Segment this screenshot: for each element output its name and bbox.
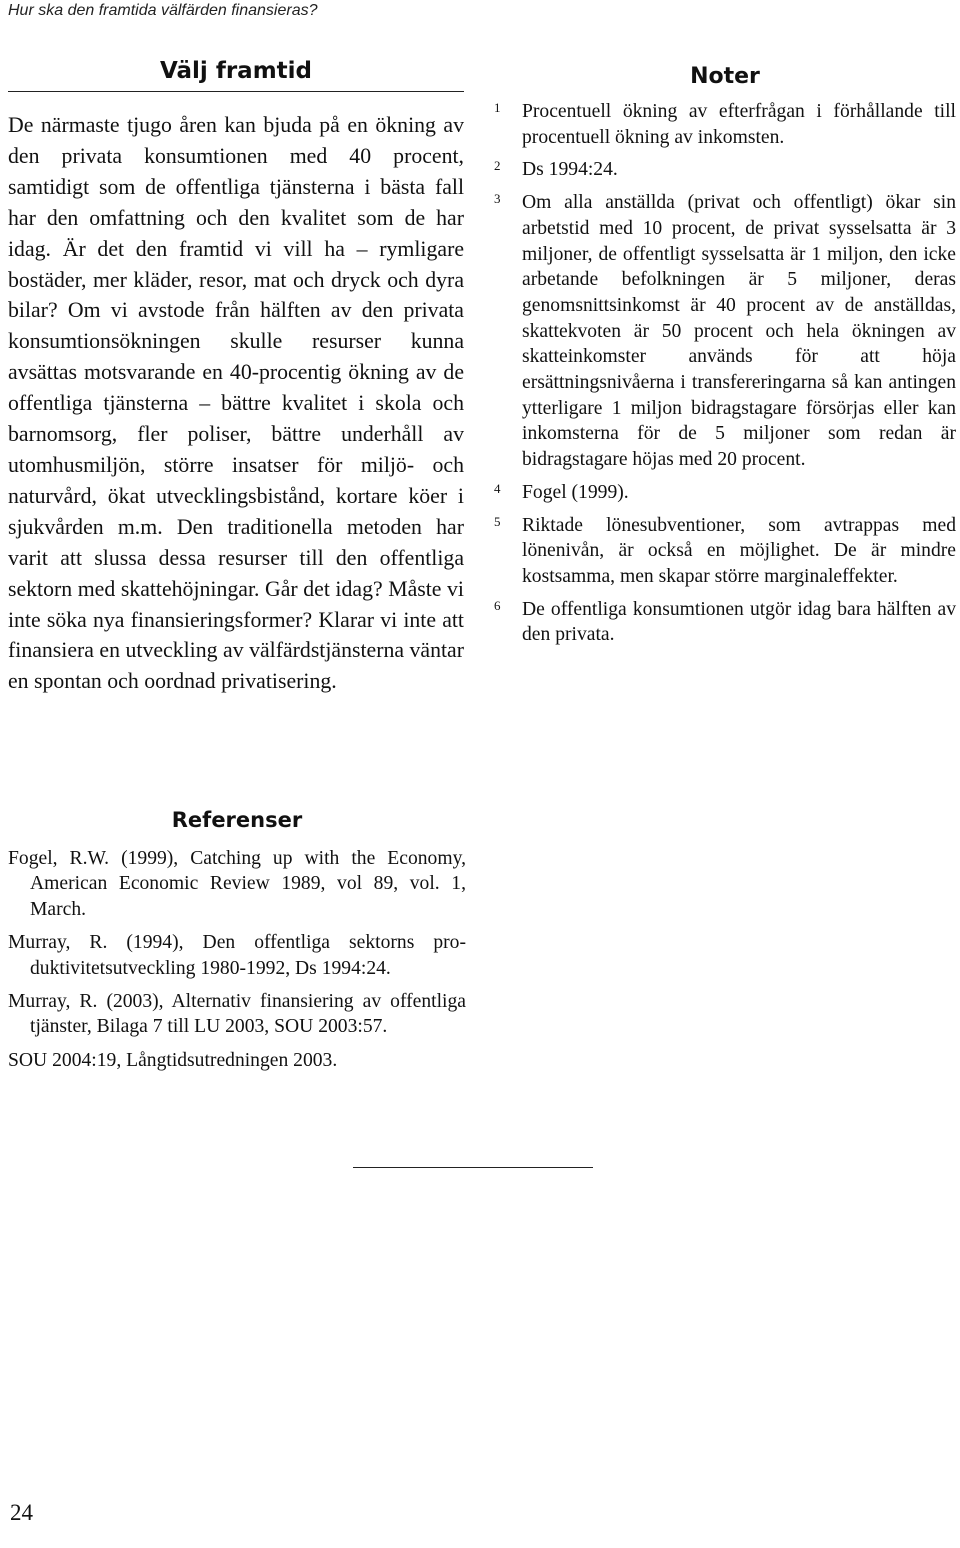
references-title: Referenser xyxy=(171,808,303,832)
note-text: Ds 1994:24. xyxy=(522,159,618,181)
notes-section xyxy=(494,64,956,655)
note-item xyxy=(494,480,956,506)
references-section xyxy=(8,808,466,1081)
note-item xyxy=(494,513,956,590)
section-body: De närmaste tjugo åren kan bjuda på en ökning av den privata konsumtionen med 40 procent, samtidigt som de offentliga tjänsterna i bästa fall har den omfattning och den kvalitet som de har idag. Är det den framtid vi vill ha – rymligare bostäder, mer kläder, resor, mat och dryck och dyra bilar? Om vi avstode från hälften av den privata konsumtionsökningen skulle resurser kunna avsättas motsvarande en 40-procentig ökning av de offentliga tjänsterna – bättre kvalitet i skola och barnomsorg, fler poliser, bättre underhåll av utomhusmiljön, större insatser för miljö- och naturvård, ökat utvecklingsbistånd, kortare köer i sjukvården m.m. Den traditionella metoden har varit att slussa dessa resurser till den offentliga sektorn med skattehöjningar. Går det idag? Måste vi inte söka nya finansieringsformer? Klarar vi inte att finansiera en utveckling av välfärdstjänsterna väntar en spontan och oordnad privatisering. xyxy=(8,113,464,694)
note-text: Riktade lönesubventioner, som avtrappas med lönenivån, är också en möjlighet. De är mindre kostsamma, men skapar större marginaleffekter. xyxy=(522,514,956,587)
note-number: 1 xyxy=(494,100,501,115)
note-text: Procentuell ökning av efterfrågan i förhållande till procentuell ökning av inkomsten. xyxy=(522,101,956,148)
reference-item: Murray, R. (2003), Alternativ finansiering av offentliga tjänster, Bilaga 7 till LU 2003, SOU 2003:57. xyxy=(8,991,466,1038)
reference-item: Fogel, R.W. (1999), Catching up with the Economy, American Economic Review 1989, vol 89, vol. 1, March. xyxy=(8,848,466,920)
divider xyxy=(353,1167,593,1168)
note-item xyxy=(494,99,956,150)
section-title: Välj framtid xyxy=(8,58,464,92)
main-section xyxy=(8,58,464,697)
page-number: 24 xyxy=(10,1500,33,1525)
note-text: Fogel (1999). xyxy=(522,481,629,503)
note-number: 2 xyxy=(494,158,501,174)
note-item xyxy=(494,190,956,473)
note-number: 5 xyxy=(494,513,501,529)
note-text: De offentliga konsumtionen utgör idag bara hälften av den privata. xyxy=(522,598,956,646)
note-number: 3 xyxy=(494,191,501,207)
running-head: Hur ska den framtida välfärden finansieras? xyxy=(8,2,318,19)
note-number: 6 xyxy=(494,597,501,613)
note-item xyxy=(494,157,956,183)
notes-title: Noter xyxy=(690,64,760,89)
reference-item: SOU 2004:19, Långtidsutredningen 2003. xyxy=(8,1049,338,1071)
note-number: 4 xyxy=(494,480,501,496)
note-item xyxy=(494,597,956,648)
reference-item: Murray, R. (1994), Den offentliga sektorns produktivitetsutveckling 1980-1992, Ds 1994:24. xyxy=(8,932,466,979)
note-text: Om alla anställda (privat och offentligt) ökar sin arbetstid med 10 procent, de privat sysselsatta är 3 miljoner, de offentligt sysselsatta är 1 miljon, den icke arbetande befolkningen är 5 miljoner, deras genomsnittsinkomst är 40 procent av de anställdas, skattekvoten är 50 procent och hela ökningen av skatteinkomster används för att höja ersättningsnivåerna i transfereringarna så kan antingen ytterligare 1 miljon bidragstagare försörjas eller kan inkomsterna för de 5 miljoner som redan är bidragstagare höjas med 20 procent. xyxy=(522,192,956,471)
